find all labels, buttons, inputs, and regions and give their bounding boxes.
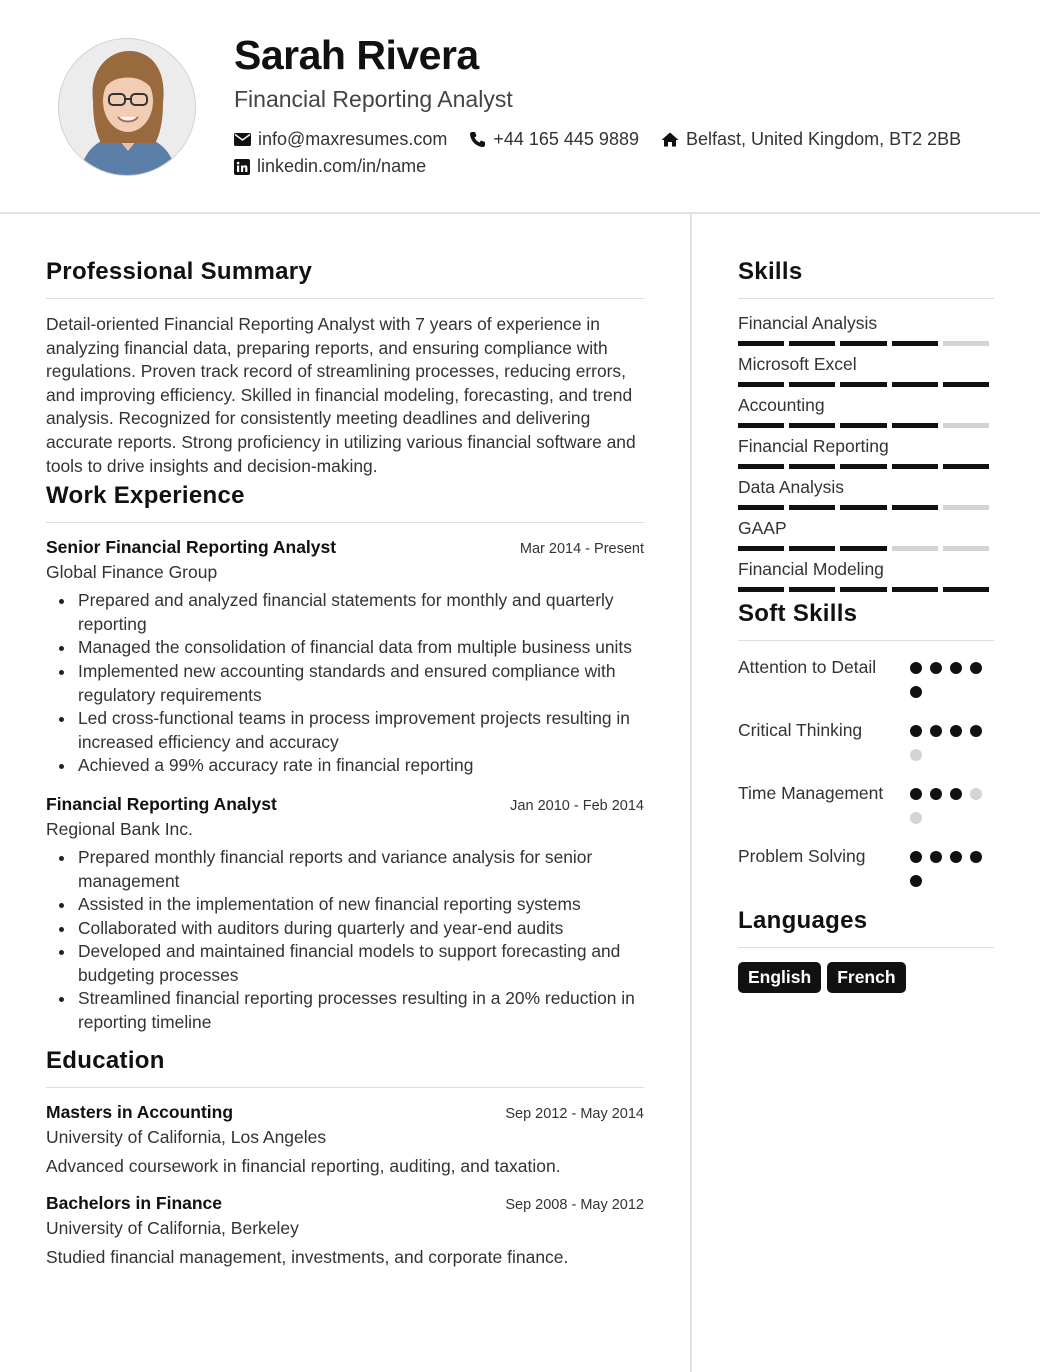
language-badge: French [827, 962, 905, 993]
education-date: Sep 2008 - May 2012 [505, 1196, 644, 1213]
skill-level-segment [789, 382, 835, 387]
skill-level-segment [840, 382, 886, 387]
skill-level-segment [892, 546, 938, 551]
languages-title: Languages [738, 907, 868, 934]
education-description: Studied financial management, investments, and corporate finance. [46, 1246, 569, 1267]
soft-skill-rating [910, 844, 994, 899]
rating-dot [930, 662, 942, 674]
skill-level-segment [943, 341, 989, 346]
skill-level-segment [892, 587, 938, 592]
professional-summary-section [46, 258, 644, 478]
skill-level-bar [738, 464, 994, 469]
skill-item [738, 559, 994, 592]
profile-photo [58, 38, 196, 176]
rating-dot [910, 875, 922, 887]
soft-skill-name: Problem Solving [738, 846, 866, 866]
soft-skills-list [738, 655, 994, 899]
soft-skill-item [738, 781, 994, 836]
skill-level-segment [789, 546, 835, 551]
skill-level-segment [738, 423, 784, 428]
section-divider [738, 298, 994, 299]
contact-linkedin[interactable] [234, 156, 426, 177]
skill-level-segment [943, 464, 989, 469]
skill-level-segment [892, 341, 938, 346]
job-date: Mar 2014 - Present [519, 541, 644, 558]
rating-dot [910, 851, 922, 863]
job-bullets [46, 846, 644, 1035]
job-bullets [46, 589, 644, 778]
contact-location-text: Belfast, United Kingdom, BT2 2BB [685, 129, 962, 149]
soft-skills-section [738, 600, 994, 899]
education-section [46, 1047, 644, 1268]
education-date: Sep 2012 - May 2014 [505, 1105, 644, 1122]
soft-skill-item [738, 655, 994, 710]
skill-level-bar [738, 341, 994, 346]
skill-level-bar [738, 382, 994, 387]
skill-level-segment [943, 546, 989, 551]
candidate-name: Sarah Rivera [234, 32, 479, 78]
education-description: Advanced coursework in financial reporting, auditing, and taxation. [46, 1155, 561, 1176]
soft-skill-name: Critical Thinking [738, 720, 863, 740]
skill-level-bar [738, 423, 994, 428]
skill-level-bar [738, 587, 994, 592]
contact-email-text: info@maxresumes.com [258, 129, 448, 149]
professional-summary-text: Detail-oriented Financial Reporting Analyst with 7 years of experience in analyzing financial data, preparing reports, and ensuring compliance with regulations. Proven track record of streamlining processes, reducing errors, and improving efficiency. Skilled in financial modeling, forecasting, and trend analysis. Recognized for consistently meeting deadlines and delivering accurate reports. Strong proficiency in utilizing various financial software and tools to drive insights and decision-making. [46, 314, 636, 476]
column-divider [690, 214, 692, 1372]
skill-level-bar [738, 505, 994, 510]
skills-list [738, 313, 994, 592]
contact-phone[interactable] [469, 129, 639, 150]
contact-row-secondary [234, 156, 448, 177]
soft-skill-name: Attention to Detail [738, 657, 877, 677]
skill-item [738, 395, 994, 428]
rating-dot [930, 851, 942, 863]
phone-icon [469, 131, 486, 148]
job-bullet: Assisted in the implementation of new financial reporting systems [46, 893, 644, 917]
education-degree: Masters in Accounting [46, 1101, 234, 1122]
skill-level-segment [943, 423, 989, 428]
soft-skill-rating [910, 718, 994, 773]
job-bullet: Implemented new accounting standards and ensured compliance with regulatory requirements [46, 660, 644, 707]
skill-level-bar [738, 546, 994, 551]
skill-level-segment [738, 382, 784, 387]
skill-level-segment [892, 464, 938, 469]
skill-name: Financial Analysis [738, 313, 878, 333]
skill-level-segment [789, 423, 835, 428]
skill-item [738, 313, 994, 346]
education-degree: Bachelors in Finance [46, 1192, 223, 1213]
skill-level-segment [738, 546, 784, 551]
education-school: University of California, Berkeley [46, 1217, 299, 1238]
language-badge: English [738, 962, 821, 993]
skill-name: Accounting [738, 395, 825, 415]
skills-title: Skills [738, 258, 803, 285]
candidate-role: Financial Reporting Analyst [234, 86, 513, 112]
skill-level-segment [840, 423, 886, 428]
section-divider [46, 298, 644, 299]
skill-level-segment [840, 546, 886, 551]
job-bullet: Streamlined financial reporting processes resulting in a 20% reduction in reporting timeline [46, 987, 644, 1034]
job-organization: Global Finance Group [46, 562, 218, 583]
skill-item [738, 436, 994, 469]
education-title: Education [46, 1046, 165, 1074]
soft-skill-rating [910, 781, 994, 836]
skill-level-segment [892, 382, 938, 387]
soft-skill-item [738, 718, 994, 773]
rating-dot [950, 725, 962, 737]
skill-level-segment [789, 587, 835, 592]
job-organization: Regional Bank Inc. [46, 818, 193, 839]
contact-phone-text: +44 165 445 9889 [493, 129, 639, 149]
job-bullet: Managed the consolidation of financial data from multiple business units [46, 636, 644, 660]
soft-skills-title: Soft Skills [738, 600, 858, 627]
section-divider [46, 1087, 644, 1088]
soft-skill-rating [910, 655, 994, 710]
rating-dot [910, 788, 922, 800]
job-bullet: Developed and maintained financial models to support forecasting and budgeting processes [46, 940, 644, 987]
contact-row-primary [234, 129, 983, 150]
contact-location [661, 129, 961, 150]
languages-section [738, 907, 994, 993]
job-entry [46, 537, 644, 778]
sidebar-column [738, 258, 994, 993]
job-date: Jan 2010 - Feb 2014 [510, 797, 644, 814]
skill-level-segment [789, 505, 835, 510]
skill-name: Data Analysis [738, 477, 845, 497]
envelope-icon [234, 133, 251, 146]
job-entry [46, 794, 644, 1035]
skill-level-segment [892, 505, 938, 510]
skill-level-segment [840, 464, 886, 469]
contact-linkedin-text: linkedin.com/in/name [257, 156, 427, 176]
job-title: Financial Reporting Analyst [46, 793, 277, 814]
rating-dot [910, 686, 922, 698]
rating-dot [950, 851, 962, 863]
skill-level-segment [840, 341, 886, 346]
rating-dot [910, 662, 922, 674]
job-bullet: Prepared monthly financial reports and variance analysis for senior management [46, 846, 644, 893]
skill-level-segment [840, 505, 886, 510]
soft-skill-name: Time Management [738, 783, 884, 803]
skill-item [738, 518, 994, 551]
rating-dot [970, 851, 982, 863]
skills-section [738, 258, 994, 592]
skill-level-segment [738, 505, 784, 510]
skill-name: GAAP [738, 518, 787, 538]
rating-dot [950, 662, 962, 674]
skill-level-segment [892, 423, 938, 428]
skill-name: Microsoft Excel [738, 354, 857, 374]
main-column [46, 258, 644, 1280]
section-divider [738, 640, 994, 641]
job-bullet: Achieved a 99% accuracy rate in financial reporting [46, 754, 644, 778]
rating-dot [970, 788, 982, 800]
resume-header [0, 0, 1040, 214]
section-divider [46, 522, 644, 523]
linkedin-icon [234, 159, 250, 175]
skill-level-segment [789, 464, 835, 469]
rating-dot [970, 725, 982, 737]
work-experience-title: Work Experience [46, 482, 245, 510]
skill-level-segment [738, 341, 784, 346]
education-entry [46, 1102, 644, 1177]
professional-summary-title: Professional Summary [46, 258, 313, 285]
education-entry [46, 1193, 644, 1268]
rating-dot [930, 788, 942, 800]
job-bullet: Prepared and analyzed financial statements for monthly and quarterly reporting [46, 589, 644, 636]
work-experience-section [46, 482, 644, 1035]
skill-name: Financial Modeling [738, 559, 884, 579]
rating-dot [910, 749, 922, 761]
education-school: University of California, Los Angeles [46, 1126, 327, 1147]
skill-item [738, 477, 994, 510]
section-divider [738, 947, 994, 948]
skill-level-segment [943, 505, 989, 510]
job-bullet: Collaborated with auditors during quarterly and year-end audits [46, 917, 644, 941]
rating-dot [910, 812, 922, 824]
skill-level-segment [943, 382, 989, 387]
rating-dot [910, 725, 922, 737]
soft-skill-item [738, 844, 994, 899]
job-bullet: Led cross-functional teams in process improvement projects resulting in increased efficiency and accuracy [46, 707, 644, 754]
skill-level-segment [789, 341, 835, 346]
skill-item [738, 354, 994, 387]
job-title: Senior Financial Reporting Analyst [46, 537, 337, 558]
skill-name: Financial Reporting [738, 436, 889, 456]
skill-level-segment [738, 464, 784, 469]
rating-dot [950, 788, 962, 800]
profile-photo-illustration [59, 39, 196, 176]
skill-level-segment [840, 587, 886, 592]
skill-level-segment [738, 587, 784, 592]
rating-dot [970, 662, 982, 674]
contact-email[interactable] [234, 129, 447, 150]
home-icon [661, 132, 679, 147]
languages-list [738, 962, 994, 993]
skill-level-segment [943, 587, 989, 592]
rating-dot [930, 725, 942, 737]
